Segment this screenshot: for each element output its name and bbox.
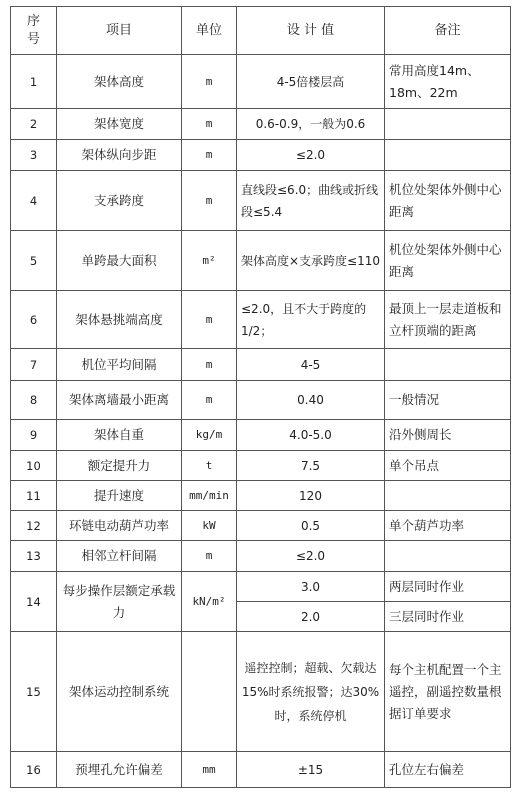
row-no: 6 <box>11 291 57 349</box>
row-item: 架体宽度 <box>57 109 182 140</box>
row-value: ≤2.0 <box>237 140 385 171</box>
row-item: 架体离墙最小距离 <box>57 381 182 420</box>
row-unit: mm <box>182 752 237 788</box>
row-item: 每步操作层额定承载力 <box>57 572 182 632</box>
row-unit: kg/m <box>182 420 237 451</box>
table-row <box>11 481 511 511</box>
row-unit: mm/min <box>182 481 237 511</box>
spec-table <box>10 6 511 788</box>
row-unit <box>182 632 237 752</box>
row-item: 支承跨度 <box>57 171 182 231</box>
table-row <box>11 349 511 381</box>
row-item: 环链电动葫芦功率 <box>57 511 182 541</box>
row-value: 120 <box>237 481 385 511</box>
header-design-value: 设 计 值 <box>237 7 385 55</box>
row-no: 5 <box>11 231 57 291</box>
row-unit: m <box>182 140 237 171</box>
row-item: 架体高度 <box>57 55 182 109</box>
header-remark: 备注 <box>385 7 511 55</box>
row-remark <box>385 541 511 572</box>
table-row <box>11 55 511 109</box>
row-no: 16 <box>11 752 57 788</box>
row-unit: m <box>182 381 237 420</box>
row-value: 架体高度×支承跨度≤110 <box>237 231 385 291</box>
row-unit: kW <box>182 511 237 541</box>
row-item: 单跨最大面积 <box>57 231 182 291</box>
row-remark: 孔位左右偏差 <box>385 752 511 788</box>
row-item: 相邻立杆间隔 <box>57 541 182 572</box>
row-value: 直线段≤6.0；曲线或折线段≤5.4 <box>237 171 385 231</box>
spec-table-wrapper <box>10 6 511 788</box>
header-row <box>11 7 511 55</box>
row-unit: kN/m² <box>182 572 237 632</box>
row-unit: m <box>182 349 237 381</box>
header-unit: 单位 <box>182 7 237 55</box>
row-remark <box>385 349 511 381</box>
row-value: 0.6-0.9，一般为0.6 <box>237 109 385 140</box>
table-row <box>11 140 511 171</box>
row-remark: 沿外侧周长 <box>385 420 511 451</box>
table-row <box>11 451 511 481</box>
row-no: 3 <box>11 140 57 171</box>
table-row <box>11 420 511 451</box>
row-value: 0.40 <box>237 381 385 420</box>
row-value: 7.5 <box>237 451 385 481</box>
row-unit: m <box>182 291 237 349</box>
row-no: 4 <box>11 171 57 231</box>
row-value: ±15 <box>237 752 385 788</box>
row-item: 架体悬挑端高度 <box>57 291 182 349</box>
row-value: ≤2.0 <box>237 541 385 572</box>
row-remark: 每个主机配置一个主遥控，副遥控数量根据订单要求 <box>385 632 511 752</box>
row-unit: m <box>182 541 237 572</box>
table-row <box>11 752 511 788</box>
row-unit: m <box>182 55 237 109</box>
row-no: 10 <box>11 451 57 481</box>
table-row <box>11 632 511 752</box>
row-no: 12 <box>11 511 57 541</box>
row-item: 架体纵向步距 <box>57 140 182 171</box>
row-item: 架体运动控制系统 <box>57 632 182 752</box>
table-row <box>11 381 511 420</box>
row-item: 提升速度 <box>57 481 182 511</box>
table-row <box>11 109 511 140</box>
row-remark <box>385 481 511 511</box>
row-no: 13 <box>11 541 57 572</box>
row-value-2: 2.0 <box>237 602 385 632</box>
row-unit: m² <box>182 231 237 291</box>
row-value: 3.0 <box>237 572 385 602</box>
row-remark: 最顶上一层走道板和立杆顶端的距离 <box>385 291 511 349</box>
row-remark: 单个葫芦功率 <box>385 511 511 541</box>
header-item: 项目 <box>57 7 182 55</box>
row-remark <box>385 140 511 171</box>
table-row <box>11 171 511 231</box>
header-no: 序 号 <box>11 7 57 55</box>
row-value: 4-5倍楼层高 <box>237 55 385 109</box>
row-no: 2 <box>11 109 57 140</box>
row-no: 9 <box>11 420 57 451</box>
row-no: 11 <box>11 481 57 511</box>
row-value: 4.0-5.0 <box>237 420 385 451</box>
row-no: 8 <box>11 381 57 420</box>
table-row <box>11 572 511 602</box>
row-remark: 一般情况 <box>385 381 511 420</box>
row-unit: t <box>182 451 237 481</box>
row-value: 0.5 <box>237 511 385 541</box>
row-value: 4-5 <box>237 349 385 381</box>
table-row <box>11 541 511 572</box>
table-row <box>11 231 511 291</box>
row-value: ≤2.0，且不大于跨度的1/2； <box>237 291 385 349</box>
table-row <box>11 511 511 541</box>
row-no: 14 <box>11 572 57 632</box>
table-row <box>11 291 511 349</box>
row-no: 7 <box>11 349 57 381</box>
row-value: 遥控控制；超载、欠载达15%时系统报警；达30%时，系统停机 <box>237 632 385 752</box>
row-remark: 机位处架体外侧中心距离 <box>385 231 511 291</box>
row-remark <box>385 109 511 140</box>
row-remark-2: 三层同时作业 <box>385 602 511 632</box>
row-remark: 单个吊点 <box>385 451 511 481</box>
row-unit: m <box>182 171 237 231</box>
row-remark: 机位处架体外侧中心距离 <box>385 171 511 231</box>
row-remark: 常用高度14m、18m、22m <box>385 55 511 109</box>
row-no: 15 <box>11 632 57 752</box>
row-remark: 两层同时作业 <box>385 572 511 602</box>
row-item: 机位平均间隔 <box>57 349 182 381</box>
row-item: 架体自重 <box>57 420 182 451</box>
row-item: 额定提升力 <box>57 451 182 481</box>
row-unit: m <box>182 109 237 140</box>
row-item: 预埋孔允许偏差 <box>57 752 182 788</box>
row-no: 1 <box>11 55 57 109</box>
